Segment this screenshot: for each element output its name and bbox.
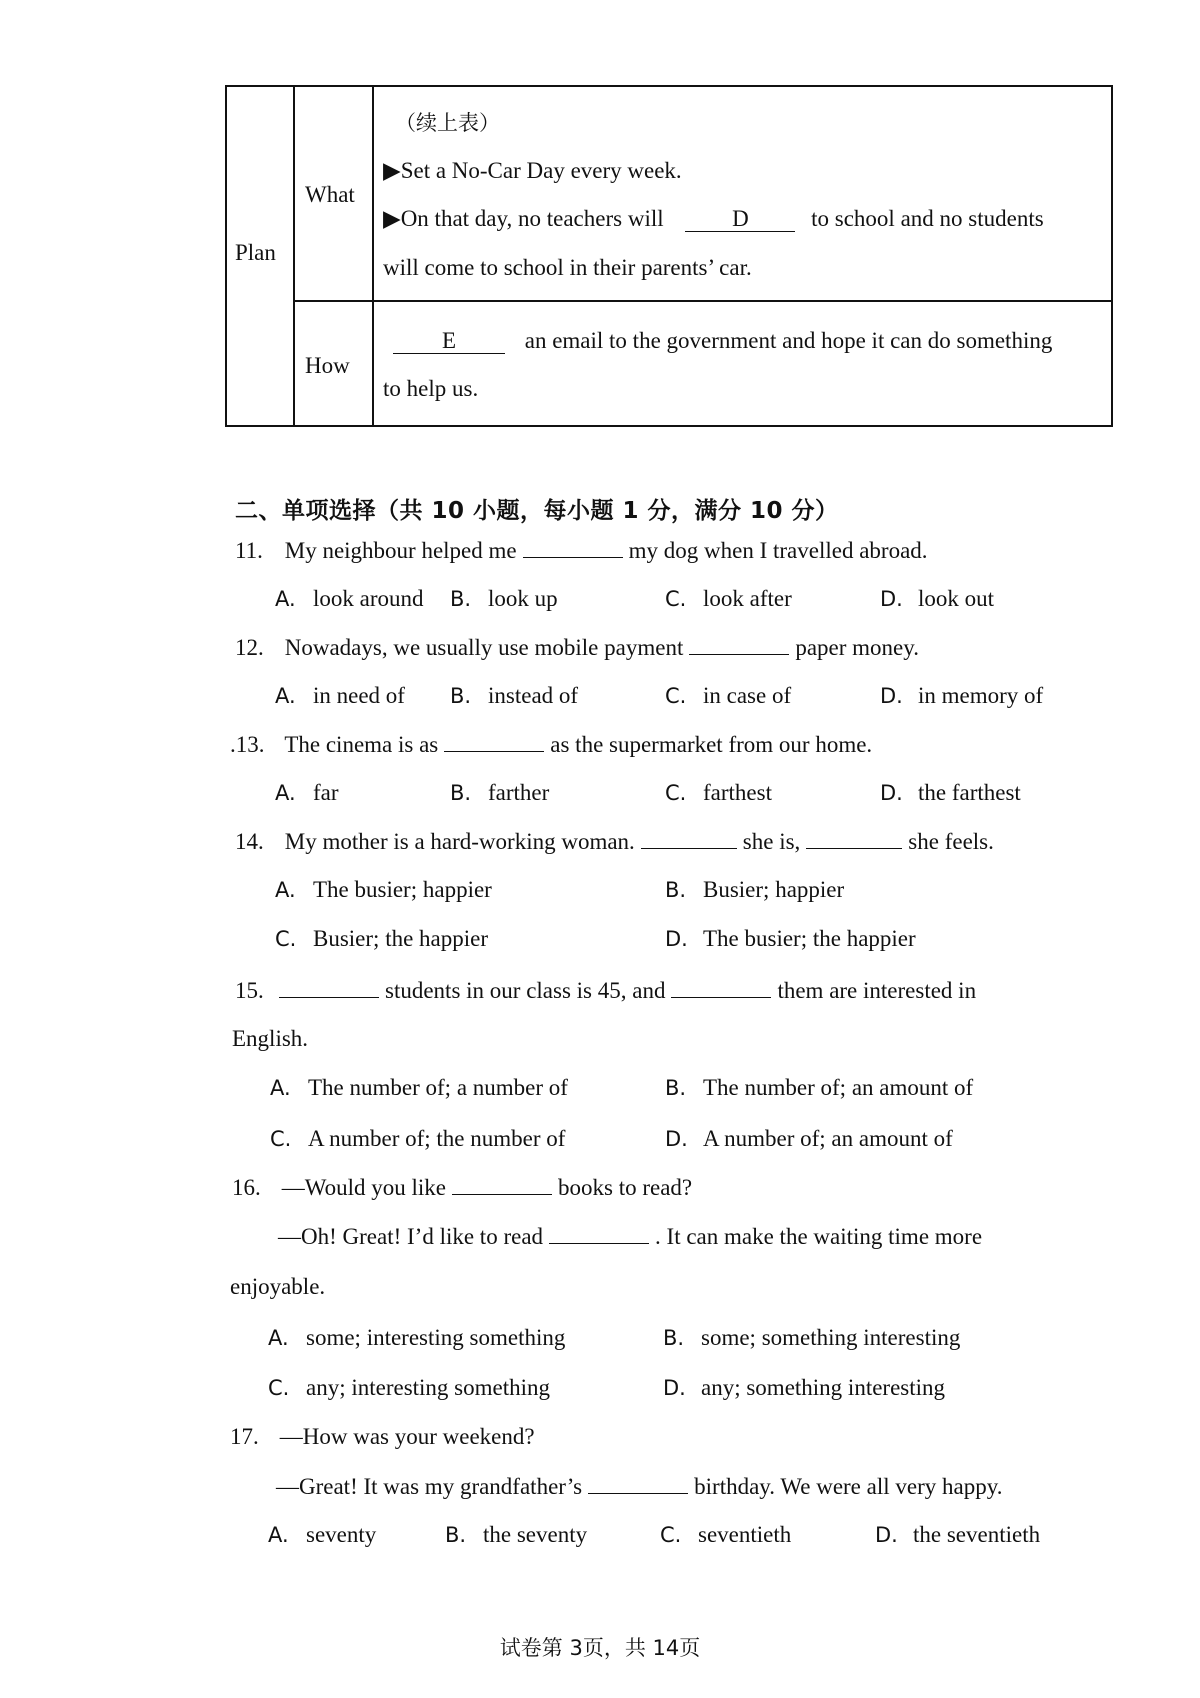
option-c [270,1126,565,1152]
what-line-2 [383,206,1044,232]
option-letter: B. [445,1523,467,1547]
question-17-reply [276,1473,1002,1500]
table-col-divider-2 [372,85,374,425]
option-letter: B. [665,878,687,902]
option-text: look after [703,586,792,611]
how-label: How [305,353,350,378]
option-letter: C. [660,1523,682,1547]
option-b [663,1325,960,1351]
option-text: the farthest [918,780,1021,805]
question-16-continuation: enjoyable. [230,1274,326,1299]
option-text: Busier; happier [703,877,845,902]
how-line-2: to help us. [383,376,479,401]
answer-blank [452,1174,552,1195]
table-right-border [1111,85,1113,425]
section-title: 二、单项选择（共 10 小题，每小题 1 分，满分 10 分） [235,498,839,524]
option-text: look out [918,586,995,611]
option-text: The number of; a number of [308,1075,568,1100]
option-text: any; interesting something [306,1375,551,1400]
option-d [665,1126,953,1152]
option-c [665,586,792,612]
option-b [665,1075,973,1101]
question-14 [235,828,994,855]
question-16-reply [278,1223,982,1250]
plan-table [225,85,1113,425]
option-a [275,780,339,806]
option-c [665,780,772,806]
what-line-1: ▶Set a No-Car Day every week. [383,158,682,183]
option-text: farther [488,780,550,805]
option-text: look around [313,586,424,611]
question-16 [232,1174,692,1201]
answer-blank [671,977,771,998]
option-text: in need of [313,683,405,708]
answer-blank [641,828,737,849]
question-text: as the supermarket from our home. [550,732,873,757]
option-d [663,1375,945,1401]
option-text: A number of; an amount of [703,1126,953,1151]
table-left-border [225,85,227,425]
question-text: birthday. We were all very happy. [694,1474,1003,1499]
option-letter: B. [450,587,472,611]
option-c [268,1375,550,1401]
option-a [268,1522,376,1548]
option-letter: D. [875,1523,898,1547]
option-text: Busier; the happier [313,926,489,951]
question-number: 11. [235,538,263,563]
answer-blank [444,731,544,752]
question-number: .13. [230,732,265,757]
what-line-2-post: to school and no students [811,206,1044,231]
option-text: the seventieth [913,1522,1041,1547]
page-footer: 试卷第 3页，共 14页 [499,1636,701,1660]
option-text: look up [488,586,558,611]
question-text: . It can make the waiting time more [655,1224,983,1249]
option-b [445,1522,587,1548]
answer-blank [523,537,623,558]
option-text: The busier; happier [313,877,492,902]
option-d [880,586,994,612]
question-text: books to read? [558,1175,693,1200]
option-text: far [313,780,339,805]
option-d [880,780,1021,806]
option-letter: D. [880,684,903,708]
option-c [275,926,488,952]
answer-blank-e: E [393,329,505,354]
option-text: farthest [703,780,772,805]
option-letter: A. [275,878,296,902]
option-letter: C. [275,927,297,951]
option-a [268,1325,565,1351]
answer-blank [588,1473,688,1494]
option-letter: C. [270,1127,292,1151]
option-a [275,877,492,903]
question-text: The cinema is as [284,732,439,757]
option-letter: C. [665,781,687,805]
option-letter: C. [665,587,687,611]
question-12 [235,634,919,661]
option-a [275,586,424,612]
option-letter: D. [665,927,688,951]
answer-blank [806,828,902,849]
option-a [270,1075,568,1101]
table-top-border [225,85,1113,87]
table-col-divider-1 [293,85,295,425]
option-letter: B. [450,684,472,708]
how-line-1 [393,328,1052,354]
question-number: 12. [235,635,264,660]
option-text: some; something interesting [701,1325,961,1350]
question-text: —How was your weekend? [279,1424,535,1449]
question-text: paper money. [795,635,920,660]
option-text: in case of [703,683,792,708]
option-letter: A. [275,781,296,805]
question-15 [235,977,976,1004]
question-text: Nowadays, we usually use mobile payment [284,635,684,660]
question-17 [230,1424,535,1450]
option-b [450,586,558,612]
question-text: —Would you like [281,1175,446,1200]
option-letter: A. [268,1523,289,1547]
question-15-continuation: English. [232,1026,309,1051]
answer-blank [279,977,379,998]
option-letter: D. [880,781,903,805]
answer-blank [549,1223,649,1244]
question-number: 15. [235,978,264,1003]
option-letter: B. [665,1076,687,1100]
question-text: —Great! It was my grandfather’s [276,1474,583,1499]
option-b [450,780,549,806]
option-text: instead of [488,683,579,708]
option-letter: A. [275,587,296,611]
question-text: My neighbour helped me [284,538,517,563]
what-line-3: will come to school in their parents’ car. [383,255,752,280]
option-letter: A. [275,684,296,708]
question-number: 17. [230,1424,259,1449]
option-text: The number of; an amount of [703,1075,974,1100]
plan-row-header: Plan [235,240,276,265]
option-text: A number of; the number of [308,1126,566,1151]
question-11 [235,537,928,564]
option-letter: C. [665,684,687,708]
option-text: in memory of [918,683,1044,708]
question-text: them are interested in [777,978,977,1003]
answer-blank-d: D [685,207,795,232]
option-letter: B. [450,781,472,805]
question-text: she feels. [908,829,994,854]
option-text: some; interesting something [306,1325,566,1350]
option-text: any; something interesting [701,1375,946,1400]
what-line-2-pre: ▶On that day, no teachers will [383,206,664,231]
option-b [450,683,578,709]
table-bottom-border [225,425,1113,427]
question-number: 16. [232,1175,261,1200]
option-letter: A. [268,1326,289,1350]
option-d [875,1522,1040,1548]
option-a [275,683,405,709]
question-text: she is, [742,829,801,854]
question-text: —Oh! Great! I’d like to read [278,1224,544,1249]
table-row-divider [293,300,1113,302]
question-13 [230,731,872,758]
option-letter: D. [665,1127,688,1151]
option-letter: C. [268,1376,290,1400]
option-letter: D. [663,1376,686,1400]
question-text: My mother is a hard-working woman. [284,829,635,854]
how-line-1-post: an email to the government and hope it can do something [524,328,1053,353]
question-text: my dog when I travelled abroad. [628,538,928,563]
question-number: 14. [235,829,264,854]
option-d [880,683,1043,709]
question-text: students in our class is 45, and [385,978,666,1003]
option-c [660,1522,791,1548]
what-label: What [305,182,355,207]
continued-note: （续上表） [395,111,500,135]
option-letter: D. [880,587,903,611]
option-letter: A. [270,1076,291,1100]
answer-blank [689,634,789,655]
option-text: the seventy [483,1522,588,1547]
option-text: The busier; the happier [703,926,916,951]
option-text: seventy [306,1522,377,1547]
option-text: seventieth [698,1522,792,1547]
option-c [665,683,791,709]
option-b [665,877,844,903]
option-d [665,926,916,952]
option-letter: B. [663,1326,685,1350]
